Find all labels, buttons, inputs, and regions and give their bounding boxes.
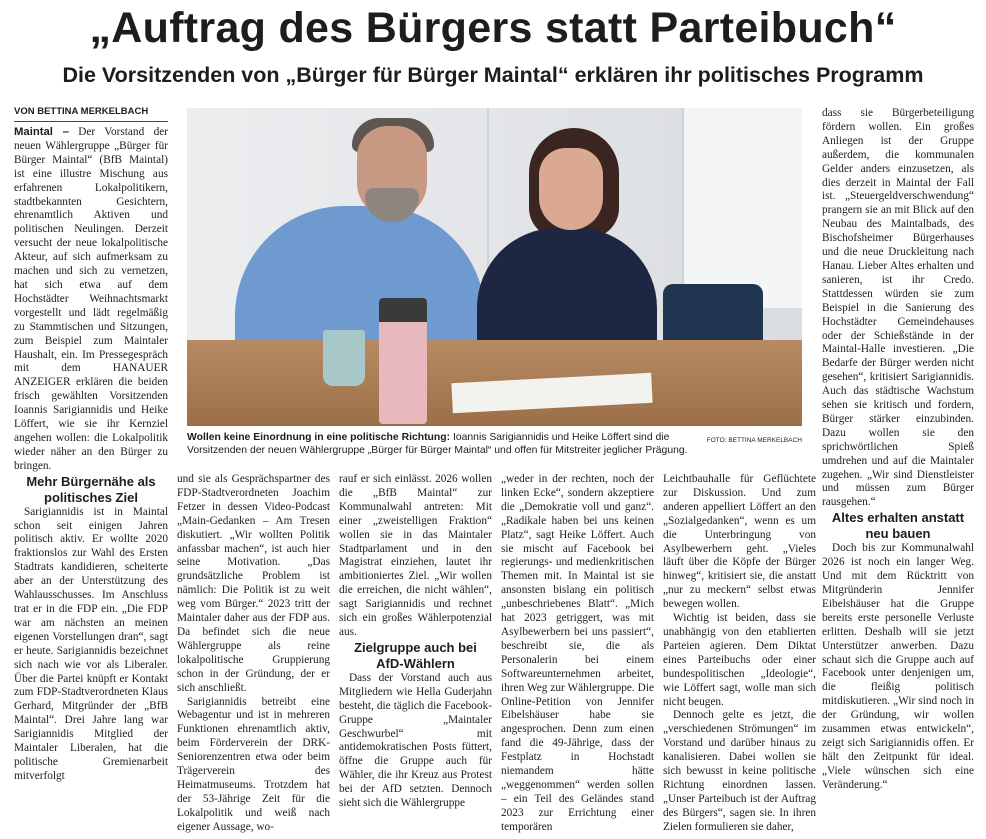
- paragraph: [14, 126, 168, 474]
- paragraph: Sarigiannidis ist in Maintal schon seit einigen Jahren politisch aktiv. Er wollte 2020 fraktionslos zur Wahl des Ersten Stadtrats kandidieren, scheiterte aber an der Unterstützung des Wahlausschusses. Im Anschluss trat er in die FDP ein. „Die FDP war am nächsten an meinen eigenen Vorstellungen dran“, sagt er heute. Sarigiannidis bezeichnet sich nach wie vor als Liberaler. Über die Partei knüpft er Kontakt zum FDP-Stadtverordneten Klaus Gerhard, Mitgründer der „BfB Maintal“. Drei Jahre lang war Sarigiannidis Mitglied der Maintaler Liberalen, hat die politische Gremienarbeit mitverfolgt: [14, 505, 168, 782]
- photo-cup: [323, 330, 365, 386]
- photo-window: [682, 108, 802, 308]
- caption-lead: Wollen keine Einordnung in eine politische Richtung:: [187, 432, 451, 443]
- column-5: [663, 473, 816, 836]
- paragraph: und sie als Gesprächspartner des FDP-Stadtverordneten Joachim Fetzer in dessen Video-Podcast „Main-Gedanken – Am Tresen diskutiert. „Wir wollten Politik anfassbar machen“, ist auch hier seine Motivation. „Das grundsätzliche Problem ist nämlich: Die Politik ist zu weit weg vom Bürger.“ 2023 tritt der Maintaler daher aus der FDP aus. Da befindet sich die neue Wählergruppe als reine lokalpolitische Gruppierung schon in der Gründung, der er sich anschließt.: [177, 473, 330, 694]
- subheadline: Die Vorsitzenden von „Bürger für Bürger Maintal“ erklären ihr politisches Programm: [62, 63, 924, 87]
- headline: „Auftrag des Bürgers statt Parteibuch“: [89, 4, 897, 52]
- photo-credit: FOTO: BETTINA MERKELBACH: [706, 437, 802, 444]
- paragraph: Sarigiannidis betreibt eine Webagentur und ist in mehreren Funktionen ehrenamtlich aktiv, beim Förderverein der DRK-Seniorenzentren etwa oder beim Trägerverein des Heimatmuseums. Trotzdem hat der 53-Jährige Zeit für die Lokalpolitik und weiß nach eigener Aussage, wo-: [177, 695, 330, 833]
- dateline: Maintal –: [14, 126, 69, 138]
- column-2: [177, 473, 330, 836]
- paragraph: Wichtig ist beiden, dass sie unabhängig von den etablierten Parteien agieren. Dem Diktat eines Parteibuchs oder einer bundespolitischen „Ideologie“, wie Löffert sagt, wolle man sich nicht beugen.: [663, 612, 816, 708]
- article-photo: [187, 108, 802, 426]
- photo-caption: [187, 431, 802, 457]
- byline: VON BETTINA MERKELBACH: [14, 106, 168, 122]
- paragraph-text: Der Vorstand der neuen Wählergruppe „Bürger für Bürger Maintal“ (BfB Maintal) ist eine illustre Mischung aus erfahrenen Lokalpolitikern, stadtbekannten Gesichtern, ehrenamtlich Aktiven und politischen Neulingen. Derzeit versucht der neue lokalpolitische Akteur, auf sich aufmerksam zu machen und sich zu vernetzen, hat sich etwa auf dem Hochstädter Weihnachtsmarkt vorgestellt und lädt regelmäßig zu Stammtischen und Sitzungen, zum Beispiel zum Maintaler Haushalt, ein. Im Pressegespräch mit dem HANAUER ANZEIGER erklären die beiden frisch gewählten Vorsitzenden Ioannis Sarigiannidis und Heike Löffert, wie sie ihr Kernziel angehen wollen: die Lokalpolitik wieder näher an den Bürger zu bringen.: [14, 126, 168, 472]
- paragraph: rauf er sich einlässt. 2026 wollen die „BfB Maintal“ zur Kommunalwahl antreten: Mit einer „zweistelligen Fraktion“ wollen sie in das Maintaler Stadtparlament und in den Magistrat einziehen, lautet ihr ambitioniertes Ziel. „Wir wollen die erreichen, die nicht wählen“, sagt Sarigiannidis und rechnet sich ein großes Wählerpotenzial aus.: [339, 473, 492, 638]
- column-4: [501, 473, 654, 836]
- photo-woman-head: [539, 148, 603, 230]
- caption-text: Ioannis Sarigiannidis und Heike Löffert sind die Vorsitzenden der neuen Wählergruppe „Bürger für Bürger Maintal“ und offen für Mitstreiter jeglicher Prägung.: [187, 432, 688, 456]
- paragraph: Dass der Vorstand auch aus Mitgliedern wie Hella Guderjahn besteht, die täglich die Facebook-Gruppe „Maintaler Geschwurbel“ mit antidemokratischen Posts füttert, öffne die Gruppe auch für Wähler, die ihr Kreuz aus Protest bei der AfD setzten. Dennoch sieht sich die Wählergruppe: [339, 671, 492, 810]
- subtitle: Altes erhalten anstatt neu bauen: [831, 510, 965, 542]
- paragraph: Leichtbauhalle für Geflüchtete zur Diskussion. Und zum anderen appelliert Löffert an den „Sozialgedanken“, wenn es um die Unterbringung von Asylbewerbern geht. „Vieles läuft über die Köpfe der Bürger hinweg“, kritisiert sie, die anstatt „nur zu meckern“ selbst etwas bewegen wollen.: [663, 473, 816, 611]
- subtitle: Mehr Bürgernähe als politisches Ziel: [26, 473, 156, 505]
- paragraph: Doch bis zur Kommunalwahl 2026 ist noch ein langer Weg. Und mit dem Rücktritt von Mitgründerin Jennifer Eibelshäuser hat die Gruppe bereits erste personelle Verluste erlitten. Deshalb will sie jetzt Unterstützer anwerben. Dazu schaut sich die Gruppe auch auf Facebook unter denjenigen um, die fleißig politisch mitdiskutieren. „Wir sind noch in der Gründung, wir wollen zusammen etwas entwickeln“, zeigt sich Sarigiannidis offen. Er hält den Zeitpunkt für ideal. „Viele wünschen sich eine Veränderung.“: [822, 542, 974, 791]
- paragraph: dass sie Bürgerbeteiligung fördern wollen. Ein großes Anliegen ist der Gruppe außerdem, die kommunalen Gelder anders einzusetzen, als dies derzeit in Maintal der Fall ist. „Steuergeldverschwendung“ prangern sie an mit Blick auf den Neubau des Maintalbads, des Bischofsheimer Bürgerhauses und die neue Druckleitung nach Hanau. Lieber Altes erhalten und sanieren, ist ihr Credo. Stattdessen würden sie zum Beispiel in die Sanierung des Hochstädter Gemeindehauses oder der Schießstände in der Maintal-Halle investieren. „Die Bedarfe der Bürger werden nicht gesehen“, kritisiert Sarigiannidis. Auch das städtische Wachstum sehen sie kritisch und fordern, Bürger stärker einzubinden. Dazu wollen sie den sprichwörtlichen Spieß umdrehen und auf die Maintaler zugehen. „Wir sind Dienstleister und müssen zum Bürger rausgehen.“: [822, 107, 974, 509]
- column-6: [822, 107, 974, 836]
- photo-tumbler: [379, 298, 427, 424]
- subtitle: Zielgruppe auch bei AfD-Wählern: [354, 639, 477, 671]
- column-3: [339, 473, 492, 836]
- paragraph: „weder in der rechten, noch der linken Ecke“, sondern akzeptiere die „Demokratie voll und ganz“. „Radikale haben bei uns keinen Platz“, sagt Heike Löffert. Auch sie mischt auf Facebook bei regierungs- und medienkritischen Themen mit. In Maintal ist sie ansonsten bislang ein politisch „unbeschriebenes Blatt“. „Mich hat 2023 getriggert, was mit Asylbewerbern bei uns passiert“, beschreibt sie, die als Personalerin bei einem Softwareunternehmen arbeitet, ihren Weg zur Wählergruppe. Die Online-Petition von Jennifer Eibelshäuser habe sie angesprochen. Denn zum einen fand die 49-Jährige, dass der Festplatz in Hochstadt niemandem hätte „weggenommen“ werden sollen – ein Teil des Geländes stand 2023 zur Errichtung einer temporären: [501, 473, 654, 833]
- column-1: [14, 126, 168, 836]
- paragraph: Dennoch gelte es jetzt, die „verschiedenen Strömungen“ im Vorstand und darüber hinaus zu kanalisieren. Dabei wollen sie sich bewusst in keine politische Richtung einordnen lassen. „Unser Parteibuch ist der Auftrag des Bürgers“, sagen sie. In ihren Zielen formulieren sie daher,: [663, 709, 816, 833]
